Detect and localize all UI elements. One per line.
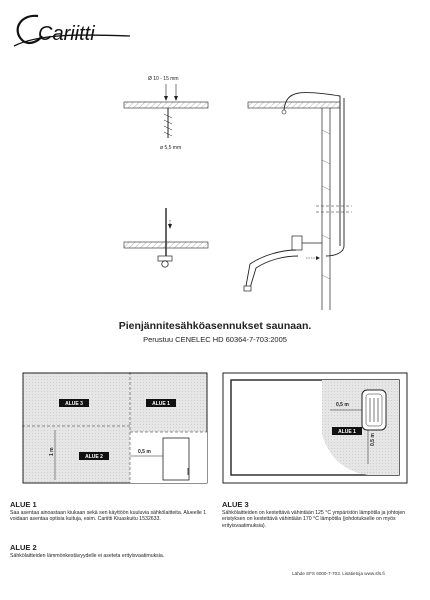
- left-zone1-label: ALUE 1: [152, 401, 170, 407]
- zone1-title: ALUE 1: [10, 500, 37, 509]
- right-zone-plan: [222, 372, 408, 484]
- right-depth-label: 0,5 m: [370, 433, 376, 446]
- wall-installation-figure: [244, 93, 352, 310]
- page-title: Pienjännitesähköasennukset saunaan.: [118, 320, 312, 332]
- ceiling-drill-figure: [124, 76, 208, 151]
- zone3-title: ALUE 3: [222, 500, 249, 509]
- drill-diameter-label: Ø 10 - 15 mm: [148, 76, 179, 82]
- left-zone2-label: ALUE 2: [85, 454, 103, 460]
- cariitti-logo: [8, 6, 133, 58]
- left-zone-plan: [22, 372, 208, 484]
- left-distance-label: 0,5 m: [138, 449, 151, 455]
- zone2-title: ALUE 2: [10, 543, 37, 552]
- logo-text: Cariitti: [38, 23, 95, 45]
- zone2-text: Sähkölaitteiden lämmönkestävyydelle ei aseteta erityisvaatimuksia.: [10, 553, 165, 559]
- zone3-text: Sähkölaitteiden on kestettävä vähintään 125 °C ympäristön lämpötila ja johtojen eristyksen on kestettävä vähintään 170 °C lämpötila (johdotukselle on myös erityisvaatimuksia).: [222, 510, 406, 529]
- installation-drawings: [0, 60, 430, 322]
- zone1-text: Saa asentaa ainoastaan kiukaan sekä sen käyttöön kuuluvia sähkölaitteita. Alueelle 1 voidaan asentaa optisia kuituja, esim. Cariitti Kiuaskuitu 1532633.: [10, 510, 207, 523]
- right-distance-label: 0,5 m: [336, 402, 349, 408]
- page-subtitle: Perustuu CENELEC HD 60364-7-703:2005: [143, 335, 287, 344]
- right-zone1-label: ALUE 1: [338, 429, 356, 435]
- left-zone3-label: ALUE 3: [65, 401, 83, 407]
- cable-insertion-figure: [124, 208, 208, 267]
- hole-diameter-label: ø 5,5 mm: [160, 145, 182, 151]
- left-height-label: 1 m: [49, 447, 55, 456]
- source-note: Lähde SFS 6000-7-703. Lisätietoja www.sfs.fi: [292, 571, 385, 576]
